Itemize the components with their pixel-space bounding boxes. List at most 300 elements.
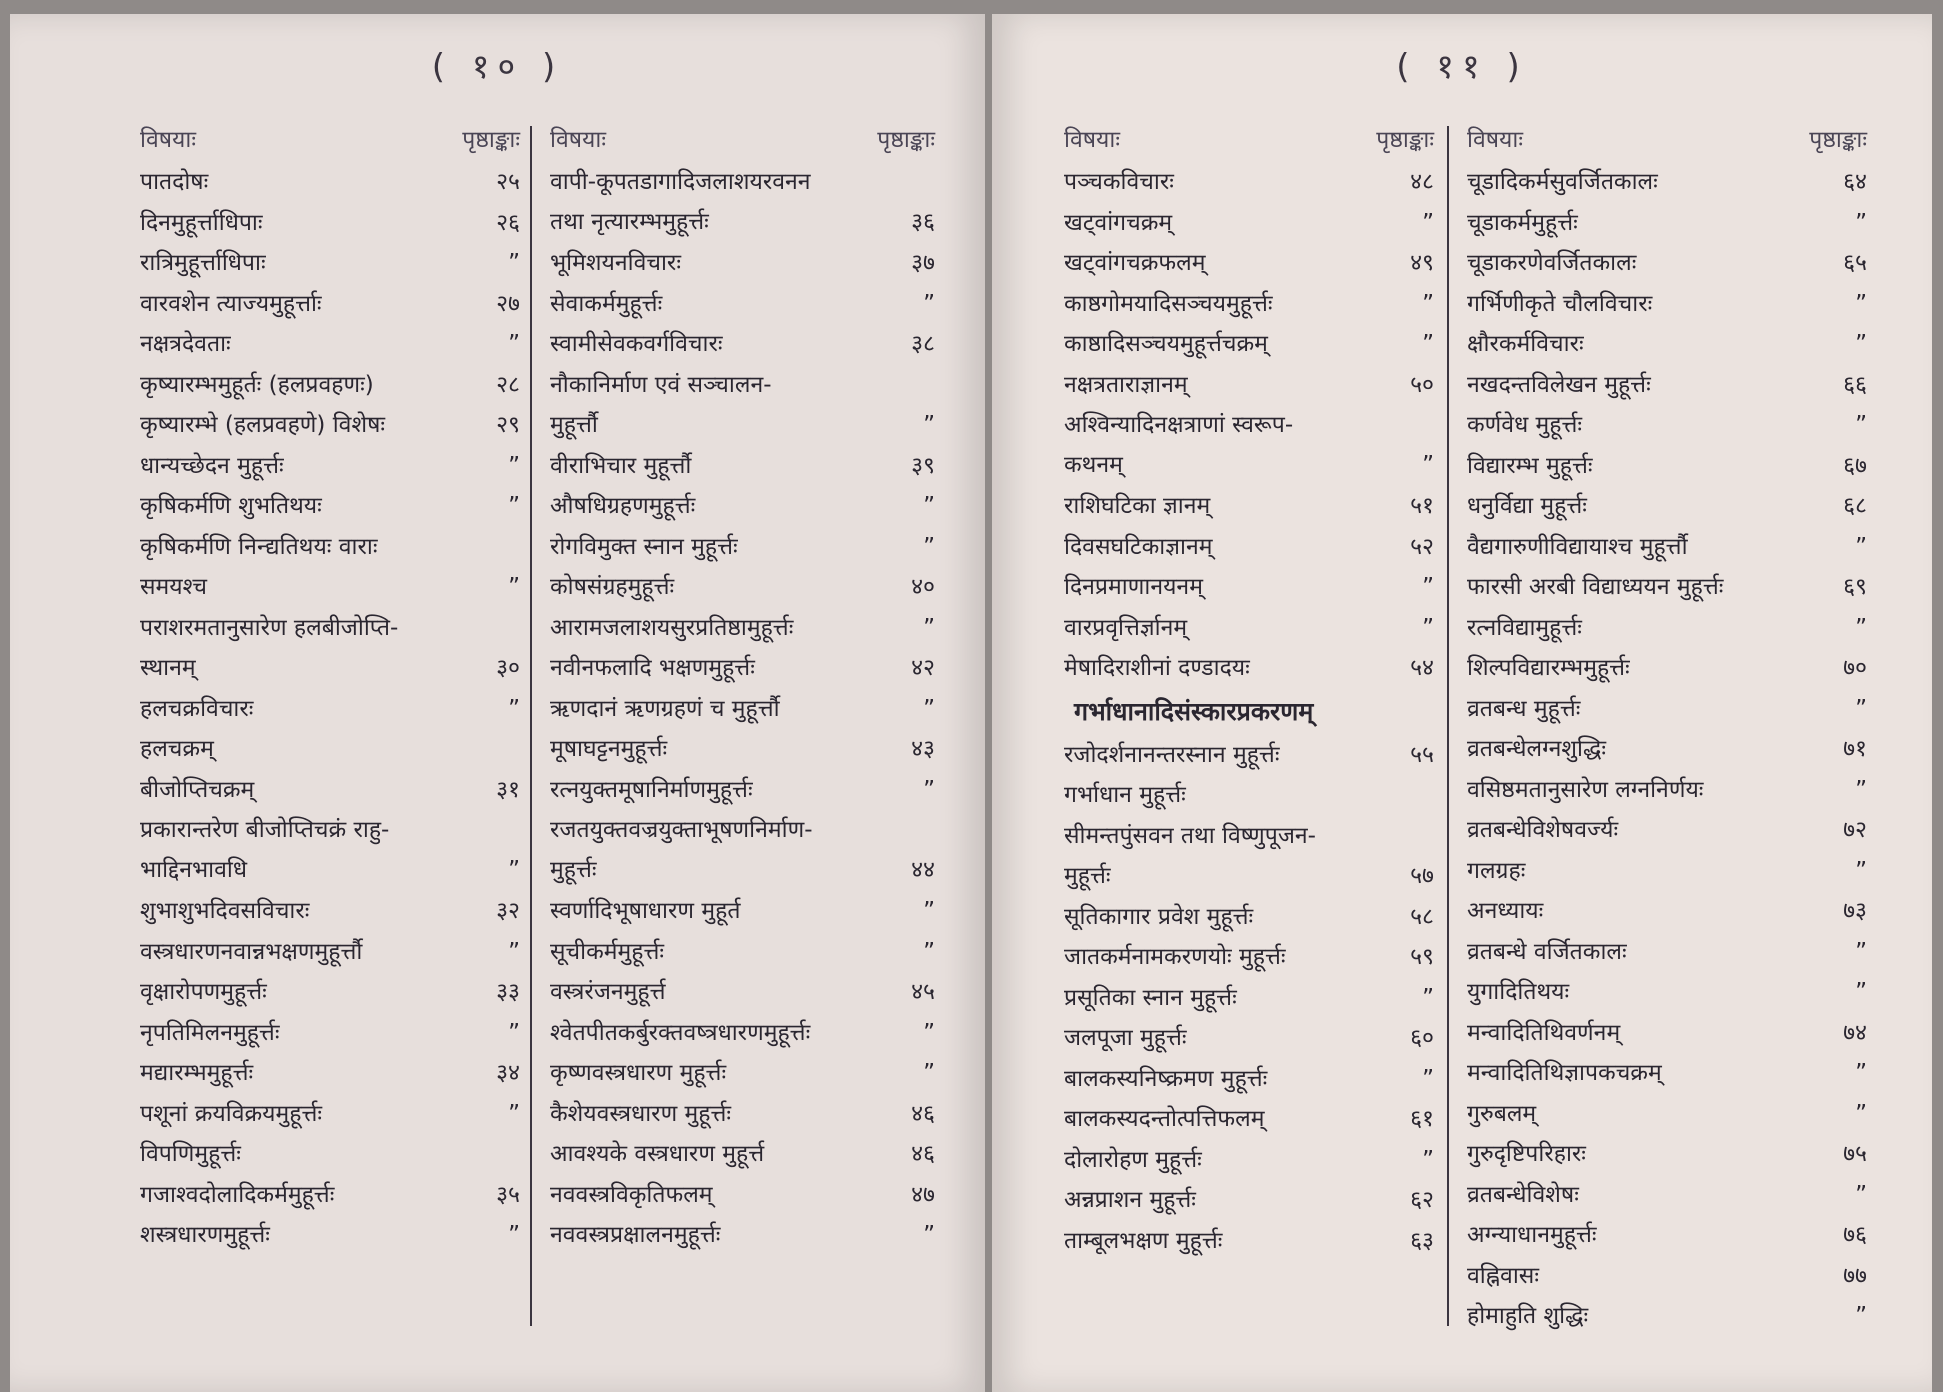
toc-entry (1064, 1140, 1434, 1181)
header-subject: विषयाः (1064, 127, 1120, 153)
toc-entry (140, 203, 520, 244)
entry-page-number: ” (508, 573, 520, 600)
entry-title: वह्निवासः (1467, 1262, 1539, 1289)
entry-title: वीराभिचार मुहूर्त्तौ (550, 452, 692, 479)
entry-title: काष्ठगोमयादिसञ्चयमुहूर्त्तः (1064, 290, 1273, 317)
entry-title: अश्विन्यादिनक्षत्राणां स्वरूप- कथनम् (1064, 412, 1294, 478)
entry-title: व्रतबन्धेविशेषः (1467, 1181, 1579, 1208)
entry-page-number: ” (1855, 979, 1867, 1005)
entry-title: रात्रिमुहूर्त्ताधिपाः (140, 250, 266, 276)
entry-title: नौकानिर्माण एवं सञ्चालन- मुहूर्त्तौ (550, 371, 772, 438)
toc-entry (1467, 1053, 1867, 1094)
entry-page-number: ” (1855, 938, 1867, 965)
entry-title: मूषाघट्टनमुहूर्त्तः (550, 736, 668, 762)
entry-page-number: ६२ (1410, 1187, 1434, 1213)
entry-title: रोगविमुक्त स्नान मुहूर्त्तः (550, 533, 738, 560)
toc-entry (550, 1175, 935, 1216)
toc-entry (1467, 1134, 1867, 1175)
entry-page-number: ” (1855, 1181, 1867, 1208)
entry-title: भूमिशयनविचारः (550, 250, 681, 276)
toc-entry (1064, 735, 1434, 776)
header-page: पृष्ठाङ्काः (1809, 127, 1867, 153)
toc-entry (140, 689, 520, 730)
entry-title: कर्णवेध मुहूर्त्तः (1467, 412, 1583, 438)
entry-page-number: ” (923, 1222, 935, 1248)
entry-page-number: ” (1855, 1303, 1867, 1329)
entry-page-number: ५५ (1410, 741, 1434, 768)
toc-entry (550, 689, 935, 730)
entry-page-number: २६ (496, 209, 520, 236)
entry-page-number: ” (1422, 614, 1434, 641)
entry-title: आवश्यके वस्त्रधारण मुहूर्त्त (550, 1141, 765, 1167)
entry-page-number: ” (508, 857, 520, 883)
toc-entry (550, 243, 935, 284)
entry-page-number: ” (508, 250, 520, 276)
toc-entry (1467, 527, 1867, 568)
toc-entry (550, 486, 935, 527)
entry-title: कोषसंग्रहमुहूर्त्तः (550, 574, 675, 600)
entry-page-number: ” (508, 938, 520, 965)
entry-title: गुरुदृष्टिपरिहारः (1467, 1141, 1586, 1167)
entry-title: वैद्यगारुणीविद्यायाश्च मुहूर्त्तौ (1467, 533, 1688, 560)
toc-entry (550, 972, 935, 1013)
entry-page-number: २८ (496, 371, 520, 398)
entry-page-number: ” (508, 695, 520, 722)
toc-entry (1467, 932, 1867, 973)
toc-entry (140, 243, 520, 284)
entry-title: वारवशेन त्याज्यमुहूर्त्ताः (140, 290, 322, 317)
entry-page-number: ४६ (911, 1100, 935, 1127)
entry-title: अनध्यायः (1467, 898, 1544, 924)
entry-page-number: ” (923, 290, 935, 317)
entry-page-number: ३५ (496, 1181, 520, 1208)
toc-entry (140, 1013, 520, 1054)
toc-entry (550, 1215, 935, 1256)
entry-list (1467, 162, 1867, 1337)
section-heading: गर्भाधानादिसंस्कारप्रकरणम् (1074, 696, 1314, 726)
toc-entry (1064, 608, 1434, 649)
toc-entry (1467, 891, 1867, 932)
entry-title: प्रसूतिका स्नान मुहूर्त्तः (1064, 984, 1237, 1011)
toc-entry (1467, 446, 1867, 487)
entry-page-number: ” (1855, 209, 1867, 236)
toc-entry (1064, 1018, 1434, 1059)
toc-entry (1467, 770, 1867, 811)
toc-entry (1467, 405, 1867, 446)
entry-title: दिवसघटिकाज्ञानम् (1064, 533, 1213, 560)
toc-entry (1064, 162, 1434, 203)
entry-title: दिनप्रमाणानयनम् (1064, 574, 1203, 600)
column-header (1064, 122, 1434, 162)
entry-title: वृक्षारोपणमुहूर्त्तः (140, 979, 267, 1005)
index-column (140, 122, 520, 1256)
toc-entry (1064, 284, 1434, 325)
entry-title: सूतिकागार प्रवेश मुहूर्त्तः (1064, 903, 1254, 930)
entry-title: रजतयुक्तवज्रयुक्ताभूषणनिर्माण- मुहूर्त्तः (550, 817, 813, 883)
entry-page-number: ४८ (1410, 169, 1434, 195)
entry-list (140, 162, 520, 1256)
index-column (1064, 122, 1434, 1261)
toc-entry (550, 810, 935, 891)
entry-page-number: ६१ (1410, 1106, 1434, 1132)
entry-title: कृष्यारम्भमुहूर्तः (हलप्रवहणः) (140, 371, 374, 398)
entry-title: हलचक्रम् (140, 736, 214, 762)
entry-page-number: ” (923, 898, 935, 924)
entry-title: नक्षत्रदेवताः (140, 331, 231, 357)
toc-entry (550, 284, 935, 325)
entry-title: सेवाकर्ममुहूर्त्तः (550, 290, 663, 317)
entry-title: नक्षत्रताराज्ञानम् (1064, 371, 1188, 398)
toc-entry (550, 446, 935, 487)
entry-title: हलचक्रविचारः (140, 695, 254, 722)
toc-entry (140, 608, 520, 689)
entry-page-number: ७६ (1843, 1222, 1867, 1248)
toc-entry (1467, 689, 1867, 730)
entry-title: बालकस्यदन्तोत्पत्तिफलम् (1064, 1106, 1265, 1132)
entry-title: रत्नयुक्तमूषानिर्माणमुहूर्त्तः (550, 776, 753, 803)
toc-entry (140, 729, 520, 770)
entry-title: शिल्पविद्यारम्भमुहूर्त्तः (1467, 655, 1630, 681)
toc-entry (1064, 897, 1434, 938)
entry-page-number: ” (508, 1019, 520, 1046)
toc-entry (1467, 324, 1867, 365)
entry-title: प्रकारान्तरेण बीजोप्तिचक्रं राहु- भाद्दिनभावधि (140, 817, 390, 883)
entry-title: जातकर्मनामकरणयोः मुहूर्त्तः (1064, 944, 1286, 970)
toc-entry (550, 567, 935, 608)
entry-page-number: ३० (496, 654, 520, 681)
toc-entry (1064, 324, 1434, 365)
entry-title: आरामजलाशयसुरप्रतिष्ठामुहूर्त्तः (550, 614, 794, 641)
header-page: पृष्ठाङ्काः (462, 127, 520, 153)
toc-entry (1467, 567, 1867, 608)
entry-page-number: ” (1422, 984, 1434, 1011)
entry-title: नवीनफलादि भक्षणमुहूर्त्तः (550, 655, 755, 681)
entry-title: क्षौरकर्मविचारः (1467, 331, 1584, 357)
entry-page-number: ३२ (496, 898, 520, 924)
toc-entry (550, 648, 935, 689)
toc-entry (1467, 1013, 1867, 1054)
toc-entry (1467, 1215, 1867, 1256)
toc-entry (1064, 1180, 1434, 1221)
toc-entry (140, 527, 520, 608)
entry-page-number: ३७ (911, 250, 935, 276)
toc-entry (1064, 978, 1434, 1019)
column-header (550, 122, 935, 162)
toc-entry (1064, 203, 1434, 244)
entry-title: कैशेयवस्त्रधारण मुहूर्त्तः (550, 1100, 732, 1127)
entry-page-number: ” (923, 1019, 935, 1046)
entry-page-number: ” (1855, 695, 1867, 722)
entry-page-number: ७० (1843, 655, 1867, 681)
entry-title: धनुर्विद्या मुहूर्त्तः (1467, 493, 1587, 519)
entry-page-number: ” (1855, 331, 1867, 357)
entry-title: काष्ठादिसञ्चयमुहूर्त्तचक्रम् (1064, 331, 1268, 357)
page-number: ( १० ) (431, 47, 564, 87)
entry-page-number: ६५ (1843, 250, 1867, 276)
entry-page-number: ६७ (1843, 452, 1867, 479)
entry-page-number: ” (1422, 331, 1434, 357)
column-divider (530, 126, 532, 1326)
entry-page-number: ३९ (911, 452, 935, 479)
entry-title: अन्नप्राशन मुहूर्त्तः (1064, 1187, 1196, 1213)
entry-title: राशिघटिका ज्ञानम् (1064, 493, 1211, 519)
toc-entry (1467, 162, 1867, 203)
entry-title: चूडाकर्ममुहूर्त्तः (1467, 209, 1578, 236)
toc-entry (140, 365, 520, 406)
entry-title: दोलारोहण मुहूर्त्तः (1064, 1146, 1202, 1173)
entry-page-number: ६३ (1410, 1227, 1434, 1254)
entry-page-number: ” (923, 1060, 935, 1086)
entry-title: कृषिकर्मणि निन्द्यतिथयः वाराः समयश्च (140, 533, 378, 600)
entry-title: ताम्बूलभक्षण मुहूर्त्तः (1064, 1227, 1223, 1254)
toc-entry (1467, 810, 1867, 851)
toc-entry (1467, 972, 1867, 1013)
toc-entry (1064, 1059, 1434, 1100)
toc-entry (140, 446, 520, 487)
entry-title: चूडाकरणेवर्जितकालः (1467, 250, 1637, 276)
toc-entry (1467, 365, 1867, 406)
entry-title: धान्यच्छेदन मुहूर्त्तः (140, 452, 284, 479)
entry-page-number: ” (1855, 290, 1867, 317)
entry-page-number: ” (508, 331, 520, 357)
toc-entry (1467, 1094, 1867, 1135)
entry-title: औषधिग्रहणमुहूर्त्तः (550, 493, 696, 519)
column-header (140, 122, 520, 162)
toc-entry (1064, 365, 1434, 406)
toc-entry (140, 1215, 520, 1256)
entry-title: गर्भाधान मुहूर्त्तः (1064, 782, 1186, 808)
toc-entry (1467, 1256, 1867, 1297)
entry-page-number: ” (508, 452, 520, 479)
entry-title: पातदोषः (140, 169, 209, 195)
entry-title: खट्वांगचक्रफलम् (1064, 250, 1206, 276)
entry-title: अग्न्याधानमुहूर्त्तः (1467, 1222, 1597, 1248)
entry-page-number: ५७ (1410, 862, 1434, 889)
entry-title: मेषादिराशीनां दण्डादयः (1064, 655, 1250, 681)
entry-page-number: ” (1855, 1100, 1867, 1127)
entry-title: शुभाशुभदिवसविचारः (140, 898, 310, 924)
toc-entry (1064, 816, 1434, 897)
toc-entry (1467, 851, 1867, 892)
index-column (1467, 122, 1867, 1337)
entry-title: सूचीकर्ममुहूर्त्तः (550, 938, 665, 965)
entry-title: मद्यारम्भमुहूर्त्तः (140, 1060, 254, 1086)
toc-entry (1467, 284, 1867, 325)
toc-entry (550, 365, 935, 446)
toc-entry (1467, 648, 1867, 689)
toc-entry (1064, 243, 1434, 284)
header-page: पृष्ठाङ्काः (877, 127, 935, 153)
entry-page-number: ४९ (1410, 250, 1434, 276)
entry-title: रजोदर्शनानन्तरस्नान मुहूर्त्तः (1064, 741, 1280, 768)
entry-page-number: ६० (1410, 1025, 1434, 1051)
entry-page-number: ४७ (911, 1181, 935, 1208)
entry-page-number: ३६ (911, 209, 935, 235)
entry-title: बालकस्यनिष्क्रमण मुहूर्त्तः (1064, 1065, 1268, 1092)
entry-page-number: ” (1855, 776, 1867, 803)
entry-page-number: ५४ (1410, 655, 1434, 681)
entry-page-number: ४४ (911, 857, 935, 883)
entry-title: दिनमुहूर्त्ताधिपाः (140, 209, 263, 236)
toc-entry (140, 1175, 520, 1216)
toc-entry (1467, 486, 1867, 527)
entry-title: विपणिमुहूर्त्तः (140, 1141, 241, 1167)
toc-entry (140, 324, 520, 365)
entry-title: होमाहुति शुद्धिः (1467, 1303, 1589, 1329)
entry-title: वस्त्ररंजनमुहूर्त्त (550, 979, 666, 1005)
entry-page-number: ४६ (911, 1141, 935, 1167)
entry-title: कृष्णवस्त्रधारण मुहूर्त्तः (550, 1060, 727, 1086)
entry-page-number: ४३ (911, 736, 935, 762)
entry-page-number: ” (1855, 614, 1867, 641)
entry-page-number: ” (1422, 452, 1434, 478)
toc-entry (1467, 729, 1867, 770)
toc-entry (140, 932, 520, 973)
toc-entry (550, 770, 935, 811)
column-header (1467, 122, 1867, 162)
entry-page-number: ६८ (1843, 493, 1867, 519)
entry-title: वारप्रवृत्तिर्ज्ञानम् (1064, 614, 1188, 641)
entry-title: नृपतिमिलनमुहूर्त्तः (140, 1019, 280, 1046)
entry-title: शस्त्रधारणमुहूर्त्तः (140, 1222, 270, 1248)
toc-entry (1064, 567, 1434, 608)
toc-entry (550, 729, 935, 770)
entry-page-number: ४० (911, 574, 935, 600)
toc-entry (1064, 1221, 1434, 1262)
toc-entry (140, 162, 520, 203)
header-subject: विषयाः (140, 127, 196, 153)
entry-title: फारसी अरबी विद्याध्ययन मुहूर्त्तः (1467, 574, 1724, 600)
toc-entry (140, 770, 520, 811)
entry-title: नखदन्तविलेखन मुहूर्त्तः (1467, 371, 1651, 398)
entry-page-number: ” (923, 493, 935, 519)
toc-entry (550, 1053, 935, 1094)
entry-page-number: ” (1855, 1060, 1867, 1086)
entry-page-number: ५० (1410, 371, 1434, 398)
entry-page-number: ७१ (1843, 736, 1867, 762)
entry-page-number: ५८ (1410, 903, 1434, 930)
entry-page-number: ३८ (911, 331, 935, 357)
entry-title: वसिष्ठमतानुसारेण लग्ननिर्णयः (1467, 776, 1704, 803)
entry-title: व्रतबन्धेलग्नशुद्धिः (1467, 736, 1606, 762)
toc-entry (550, 1013, 935, 1054)
toc-entry (1064, 775, 1434, 816)
toc-entry (140, 891, 520, 932)
toc-entry (1467, 608, 1867, 649)
entry-page-number: ७३ (1843, 898, 1867, 924)
entry-title: मन्वादितिथिवर्णनम् (1467, 1019, 1621, 1046)
entry-page-number: ६६ (1843, 371, 1867, 398)
entry-title: गर्भिणीकृते चौलविचारः (1467, 290, 1653, 317)
toc-entry (1064, 1099, 1434, 1140)
entry-title: गजाश्वदोलादिकर्ममुहूर्त्तः (140, 1181, 335, 1208)
entry-page-number: २७ (496, 290, 520, 317)
entry-list (1064, 162, 1434, 689)
entry-page-number: ” (923, 938, 935, 965)
toc-entry (1064, 405, 1434, 486)
toc-entry (140, 1134, 520, 1175)
toc-entry (1467, 1296, 1867, 1337)
toc-entry (140, 1094, 520, 1135)
toc-entry (1467, 1175, 1867, 1216)
entry-title: नववस्त्रप्रक्षालनमुहूर्त्तः (550, 1222, 721, 1248)
toc-entry (1064, 937, 1434, 978)
index-column (550, 122, 935, 1256)
entry-title: नववस्त्रविकृतिफलम् (550, 1181, 713, 1208)
toc-entry (140, 486, 520, 527)
entry-title: रत्नविद्यामुहूर्त्तः (1467, 614, 1582, 641)
toc-entry (550, 1134, 935, 1175)
entry-title: चूडादिकर्मसुवर्जितकालः (1467, 169, 1658, 195)
entry-title: जलपूजा मुहूर्त्तः (1064, 1025, 1187, 1051)
entry-title: ऋणदानं ऋणग्रहणं च मुहूर्त्तौ (550, 695, 780, 722)
entry-title: मन्वादितिथिज्ञापकचक्रम् (1467, 1060, 1662, 1086)
entry-title: गलग्रहः (1467, 857, 1526, 884)
entry-title: पशूनां क्रयविक्रयमुहूर्त्तः (140, 1100, 322, 1127)
toc-entry (550, 527, 935, 568)
entry-title: कृषिकर्मणि शुभतिथयः (140, 493, 322, 519)
entry-list (550, 162, 935, 1256)
toc-entry (1467, 203, 1867, 244)
entry-page-number: ” (923, 614, 935, 641)
entry-page-number: २५ (496, 169, 520, 195)
toc-entry (1064, 527, 1434, 568)
entry-page-number: ” (508, 1222, 520, 1248)
header-subject: विषयाः (550, 127, 606, 153)
entry-page-number: ७४ (1843, 1019, 1867, 1046)
toc-entry (550, 932, 935, 973)
entry-page-number: ६४ (1843, 169, 1867, 195)
toc-entry (550, 891, 935, 932)
entry-page-number: ” (1422, 1146, 1434, 1173)
toc-entry (140, 810, 520, 891)
entry-title: कृष्यारम्भे (हलप्रवहणे) विशेषः (140, 412, 386, 438)
entry-title: व्रतबन्धे वर्जितकालः (1467, 938, 1627, 965)
entry-list (1064, 735, 1434, 1262)
toc-entry (140, 1053, 520, 1094)
entry-title: श्वेतपीतकर्बुरक्तवष्त्रधारणमुहूर्त्तः (550, 1019, 811, 1046)
entry-page-number: ” (1855, 412, 1867, 438)
entry-title: खट्वांगचक्रम् (1064, 209, 1173, 236)
entry-page-number: ” (1855, 533, 1867, 560)
entry-title: पञ्चकविचारः (1064, 169, 1174, 195)
toc-entry (140, 972, 520, 1013)
entry-page-number: ” (923, 533, 935, 560)
entry-page-number: ७२ (1843, 817, 1867, 843)
entry-page-number: ७५ (1843, 1141, 1867, 1167)
entry-page-number: ” (923, 695, 935, 722)
right-page (992, 14, 1932, 1392)
toc-entry (550, 162, 935, 243)
entry-page-number: ” (508, 1100, 520, 1127)
entry-page-number: ” (1422, 574, 1434, 600)
entry-page-number: ” (1855, 857, 1867, 884)
header-subject: विषयाः (1467, 127, 1523, 153)
entry-title: पराशरमतानुसारेण हलबीजोप्ति- स्थानम् (140, 614, 399, 681)
entry-page-number: ” (1422, 290, 1434, 317)
toc-entry (140, 405, 520, 446)
entry-title: व्रतबन्धेविशेषवर्ज्यः (1467, 817, 1619, 843)
toc-entry (1467, 243, 1867, 284)
toc-entry (550, 608, 935, 649)
entry-page-number: ” (508, 493, 520, 519)
toc-entry (1064, 648, 1434, 689)
entry-page-number: ” (923, 411, 935, 438)
entry-page-number: ” (1422, 209, 1434, 236)
entry-page-number: ५२ (1410, 533, 1434, 560)
entry-page-number: ” (1422, 1065, 1434, 1092)
entry-page-number: ४२ (911, 655, 935, 681)
